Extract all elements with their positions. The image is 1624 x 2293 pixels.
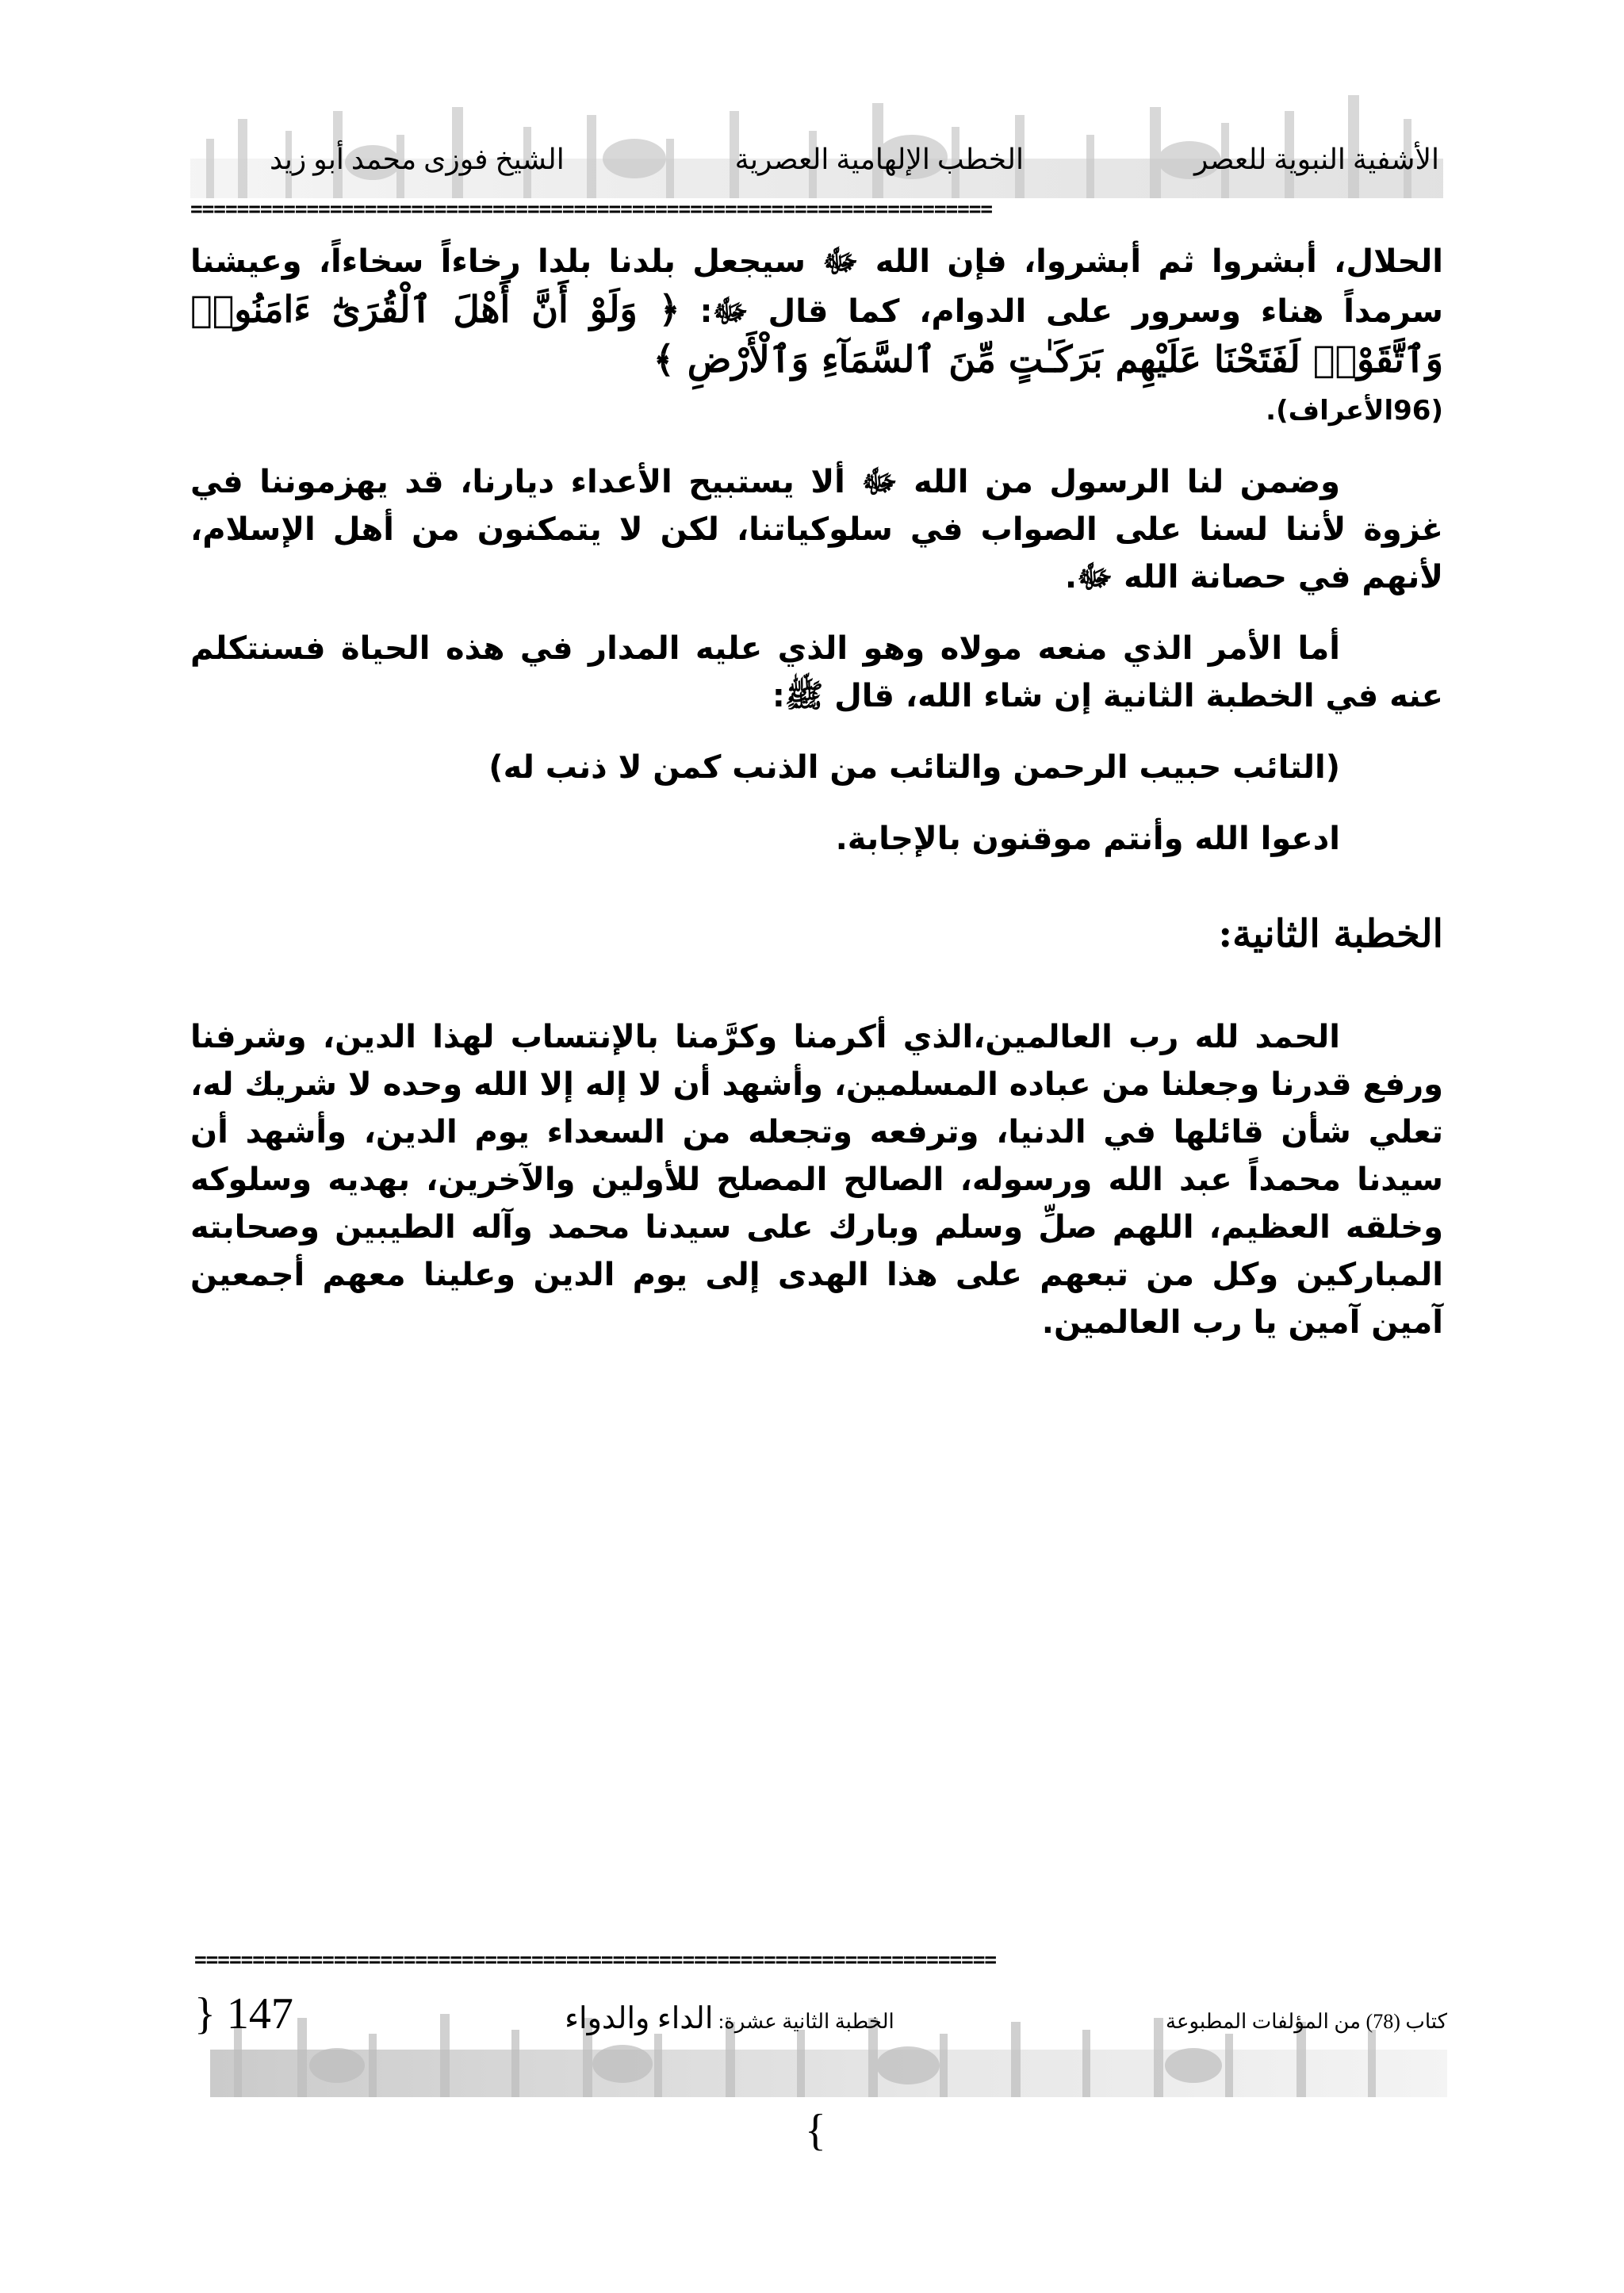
header-divider: =====================================================================	[190, 198, 993, 221]
page-number: } 147	[194, 1989, 293, 2038]
paragraph-1	[190, 238, 1443, 434]
paragraph-2: وضمن لنا الرسول من الله ﷻ ألا يستبيح الأعداء ديارنا، قد يهزموننا في غزوة لأننا لسنا على الصواب في سلوكياتنا، لكن لا يتمكنون من أهل الإسلام، لأنهم في حصانة الله ﷻ.	[190, 464, 1443, 595]
running-header	[270, 143, 1439, 176]
header-book-series: الخطب الإلهامية العصرية	[734, 144, 1025, 175]
footer-sermon	[565, 2000, 894, 2036]
footer-sermon-title: الداء والدواء	[565, 2002, 714, 2035]
verse-reference: (96الأعراف).	[1266, 395, 1443, 427]
page-body	[190, 238, 1443, 1370]
hadith-quote: (التائب حبيب الرحمن والتائب من الذنب كمن لا ذنب له)	[488, 749, 1340, 786]
header-author: الشيخ فوزى محمد أبو زيد	[270, 144, 565, 175]
paragraph-4: الحمد لله رب العالمين،الذي أكرمنا وكرَّمنا بالإنتساب لهذا الدين، وشرفنا ورفع قدرنا وجعلنا من عباده المسلمين، وأشهد أن لا إله إلا الله وحده لا شريك له، تعلي شأن قائلها في الدنيا، وترفعه وتجعله من السعداء يوم الدين، وأشهد أن سيدنا محمداً عبد الله ورسوله، الصالح المصلح للأولين والآخرين، بهديه وسلوكه وخلقه العظيم، اللهم صلِّ وسلم وبارك على سيدنا محمد وآله الطيبين وصحابته المباركين وكل من تبعهم على هذا الهدى إلى يوم الدين وعلينا معهم أجمعين آمين آمين يا رب العالمين.	[190, 1019, 1443, 1341]
footer-divider: =====================================================================	[194, 1949, 997, 1972]
footer-closing-brace: {	[805, 2106, 826, 2155]
header-skyline-decoration	[190, 63, 1443, 198]
paragraph-1-text: الحلال، أبشروا ثم أبشروا، فإن الله ﷻ سيجعل بلدنا بلدا رخاءاً سخاءاً، وعيشنا سرمداً هناء وسرور على الدوام، كما قال ﷻ:	[190, 243, 1444, 330]
running-footer	[194, 1989, 1447, 2039]
paragraph-3: أما الأمر الذي منعه مولاه وهو الذي عليه المدار في هذه الحياة فسنتكلم عنه في الخطبة الثانية إن شاء الله، قال ﷺ:	[190, 630, 1443, 714]
header-book-title: الأشفية النبوية للعصر	[1193, 144, 1439, 175]
quran-verse: ﴿ وَلَوْ أَنَّ أَهْلَ ٱلْقُرَىٰٓ ءَامَنُوا۟ وَٱتَّقَوْا۟ لَفَتَحْنَا عَلَيْهِم بَرَكَـٰتٍ مِّنَ ٱلسَّمَآءِ وَٱلْأَرْضِ ﴾	[190, 288, 1443, 381]
section-title: الخطبة الثانية:	[1218, 912, 1443, 956]
dua-line: ادعوا الله وأنتم موقنون بالإجابة.	[835, 821, 1340, 857]
footer-book-info: كتاب (78) من المؤلفات المطبوعة	[1166, 2010, 1447, 2033]
mosque-skyline-graphic	[190, 63, 1443, 198]
footer-sermon-label: الخطبة الثانية عشرة:	[718, 2010, 894, 2033]
